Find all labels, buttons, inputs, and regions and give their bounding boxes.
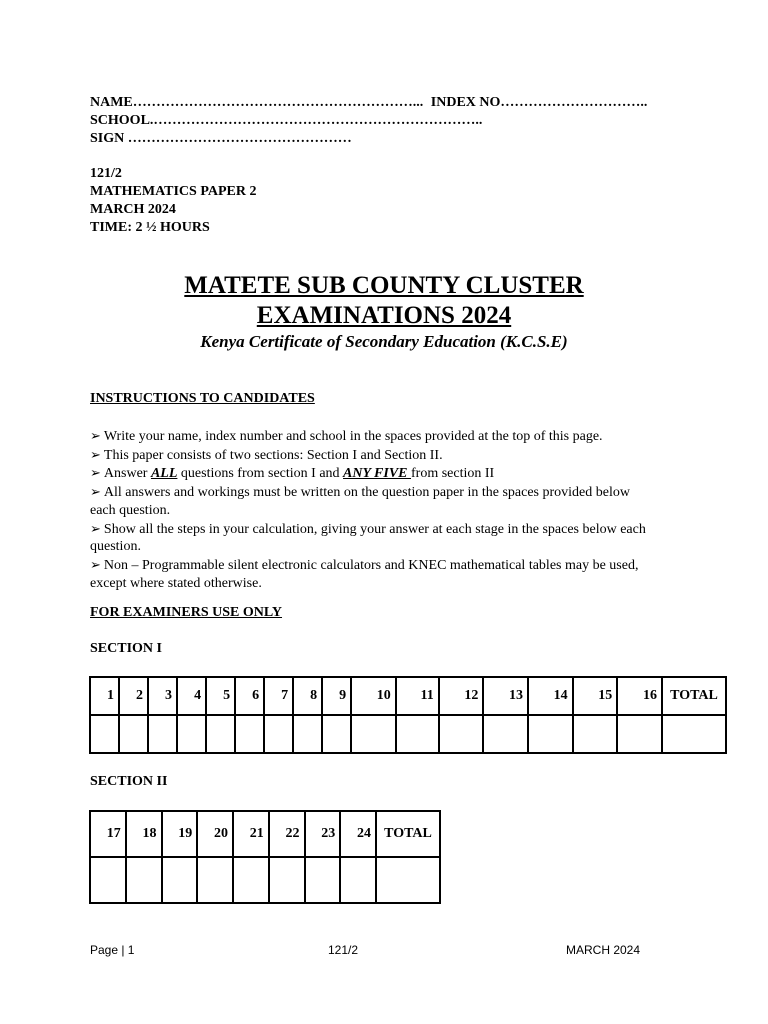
arrow-bullet-icon: ➢	[90, 446, 101, 462]
name-field: NAME……………………………………………………...	[90, 95, 424, 110]
paper-subject: MATHEMATICS PAPER 2	[90, 184, 257, 199]
instruction-item	[90, 483, 650, 519]
question-number: 14	[528, 677, 573, 715]
question-number: 17	[90, 811, 126, 857]
score-cell[interactable]	[148, 715, 177, 753]
section1-label: SECTION I	[90, 641, 162, 656]
score-cell[interactable]	[439, 715, 484, 753]
total-cell[interactable]	[376, 857, 440, 903]
question-number: 23	[305, 811, 341, 857]
emphasis-any-five: ANY FIVE	[343, 466, 411, 482]
arrow-bullet-icon: ➢	[90, 520, 101, 536]
footer-date: MARCH 2024	[566, 943, 641, 957]
instruction-item	[90, 446, 650, 465]
paper-date: MARCH 2024	[90, 202, 176, 217]
question-number: 10	[351, 677, 396, 715]
score-cell[interactable]	[162, 857, 198, 903]
question-number: 15	[573, 677, 618, 715]
arrow-bullet-icon: ➢	[90, 484, 101, 500]
question-number: 24	[340, 811, 376, 857]
arrow-bullet-icon: ➢	[90, 428, 101, 443]
arrow-bullet-icon: ➢	[90, 556, 101, 572]
total-header: TOTAL	[376, 811, 440, 857]
question-number: 11	[396, 677, 439, 715]
index-no-field: INDEX NO…………………………..	[430, 95, 648, 110]
score-cell[interactable]	[206, 715, 235, 753]
score-cell[interactable]	[119, 715, 148, 753]
school-field: SCHOOL.……………………………………………………………..	[90, 113, 483, 128]
score-cell[interactable]	[90, 715, 119, 753]
score-cell[interactable]	[197, 857, 233, 903]
exam-title-line1: MATETE SUB COUNTY CLUSTER	[184, 272, 584, 299]
question-number: 6	[235, 677, 264, 715]
question-number: 3	[148, 677, 177, 715]
instruction-item	[90, 464, 650, 483]
instruction-text: All answers and workings must be written on the question paper in the spaces provided below each question.	[90, 485, 630, 518]
score-cell[interactable]	[293, 715, 322, 753]
instructions-heading: INSTRUCTIONS TO CANDIDATES	[90, 391, 315, 406]
score-cell[interactable]	[340, 857, 376, 903]
instruction-text: from section II	[411, 466, 495, 482]
instructions-list	[90, 427, 650, 592]
instruction-item	[90, 520, 650, 556]
score-cell[interactable]	[177, 715, 206, 753]
question-number: 5	[206, 677, 235, 715]
exam-title-line2: EXAMINATIONS 2024	[256, 302, 512, 329]
question-number: 16	[617, 677, 662, 715]
total-cell[interactable]	[662, 715, 726, 753]
score-cell[interactable]	[235, 715, 264, 753]
question-number: 1	[90, 677, 119, 715]
section2-score-table	[89, 810, 441, 904]
score-cell[interactable]	[90, 857, 126, 903]
section1-header-row	[90, 677, 726, 715]
score-cell[interactable]	[483, 715, 528, 753]
question-number: 13	[483, 677, 528, 715]
examiners-heading: FOR EXAMINERS USE ONLY	[90, 605, 283, 620]
section1-score-table	[89, 676, 727, 754]
score-cell[interactable]	[322, 715, 351, 753]
name-line	[90, 94, 647, 111]
score-cell[interactable]	[617, 715, 662, 753]
section1-score-row	[90, 715, 726, 753]
emphasis-all: ALL	[150, 466, 178, 482]
exam-subtitle: Kenya Certificate of Secondary Education (K.C.S.E)	[200, 332, 568, 351]
question-number: 18	[126, 811, 162, 857]
paper-code: 121/2	[90, 166, 122, 181]
question-number: 19	[162, 811, 198, 857]
question-number: 4	[177, 677, 206, 715]
instruction-item	[90, 556, 650, 592]
score-cell[interactable]	[269, 857, 305, 903]
instruction-text: Write your name, index number and school in the spaces provided at the top of this page.	[103, 429, 603, 444]
score-cell[interactable]	[305, 857, 341, 903]
score-cell[interactable]	[396, 715, 439, 753]
instruction-item	[90, 427, 650, 446]
instruction-text: Non – Programmable silent electronic calculators and KNEC mathematical tables may be used, except where stated otherwise.	[90, 557, 639, 591]
question-number: 9	[322, 677, 351, 715]
section2-label: SECTION II	[90, 774, 168, 789]
score-cell[interactable]	[126, 857, 162, 903]
question-number: 2	[119, 677, 148, 715]
arrow-bullet-icon: ➢	[90, 465, 101, 481]
total-header: TOTAL	[662, 677, 726, 715]
question-number: 22	[269, 811, 305, 857]
question-number: 12	[439, 677, 484, 715]
instruction-text: questions from section I and	[177, 466, 344, 482]
score-cell[interactable]	[573, 715, 618, 753]
instruction-text: Answer	[103, 466, 151, 482]
section2-score-row	[90, 857, 440, 903]
score-cell[interactable]	[351, 715, 396, 753]
footer-paper-code: 121/2	[328, 943, 359, 957]
instruction-text: Show all the steps in your calculation, giving your answer at each stage in the spaces below each question.	[90, 521, 646, 555]
question-number: 20	[197, 811, 233, 857]
instruction-text: This paper consists of two sections: Section I and Section II.	[103, 447, 443, 463]
sign-field: SIGN …………………………………………	[90, 131, 352, 146]
footer-page-number: Page | 1	[90, 943, 135, 957]
question-number: 8	[293, 677, 322, 715]
question-number: 7	[264, 677, 293, 715]
paper-time: TIME: 2 ½ HOURS	[90, 220, 210, 235]
section2-header-row	[90, 811, 440, 857]
question-number: 21	[233, 811, 269, 857]
score-cell[interactable]	[264, 715, 293, 753]
score-cell[interactable]	[233, 857, 269, 903]
score-cell[interactable]	[528, 715, 573, 753]
